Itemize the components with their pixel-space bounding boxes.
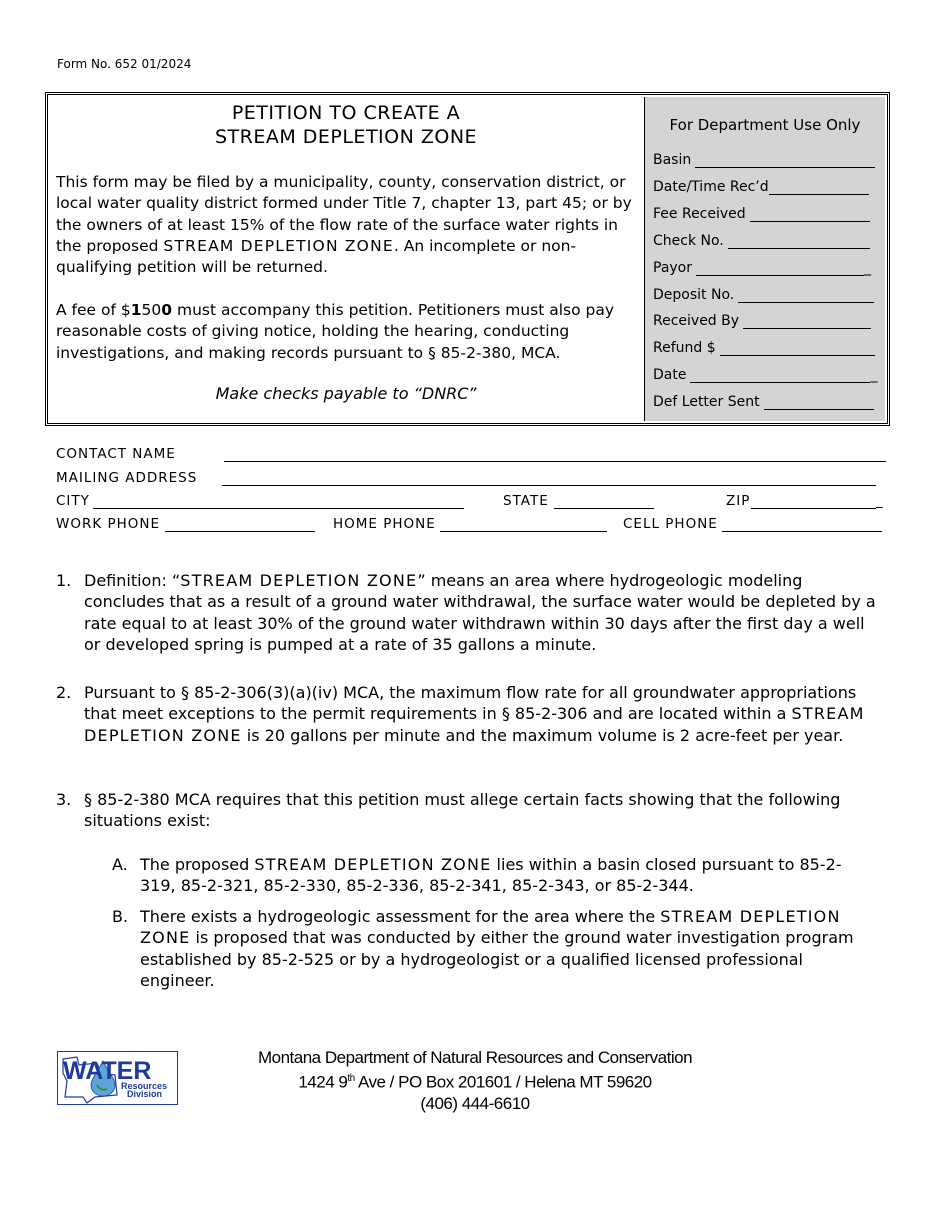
dept-field-label: Date/Time Rec’d bbox=[653, 179, 769, 195]
work-phone-label: WORK PHONE bbox=[56, 516, 161, 532]
agency-name: Montana Department of Natural Resources and Conservation bbox=[257, 1048, 693, 1067]
dept-field-line[interactable] bbox=[750, 207, 870, 222]
dept-field-label: Check No. bbox=[653, 233, 724, 249]
cell-phone-field[interactable] bbox=[722, 531, 882, 532]
fee-amount-part: 50 bbox=[141, 301, 162, 319]
dept-field-line[interactable] bbox=[695, 153, 875, 168]
water-drop-icon bbox=[57, 1051, 179, 1106]
logo-sub-text-2: Division bbox=[127, 1089, 163, 1099]
agency-phone: (406) 444-6610 bbox=[420, 1093, 530, 1113]
department-use-title: For Department Use Only bbox=[669, 116, 861, 134]
petition-intro-panel bbox=[48, 95, 644, 423]
dept-field-label: Fee Received bbox=[653, 206, 746, 222]
dept-field-refund[interactable] bbox=[653, 340, 875, 356]
item-number: 2. bbox=[56, 683, 72, 702]
agency-address: 1424 9th Ave / PO Box 201601 / Helena MT 59620 bbox=[298, 1072, 652, 1092]
dept-field-line[interactable] bbox=[728, 234, 870, 249]
dept-field-line[interactable] bbox=[696, 261, 864, 276]
dept-field-payor[interactable]: Payor _ bbox=[653, 260, 871, 276]
dept-field-line[interactable] bbox=[738, 288, 874, 303]
dept-field-date-time-received[interactable] bbox=[653, 179, 869, 195]
dept-field-label: Def Letter Sent bbox=[653, 394, 760, 410]
logo-main-text: WATER bbox=[63, 1057, 152, 1085]
dept-field-label: Payor bbox=[653, 260, 692, 276]
item-number: 3. bbox=[56, 790, 72, 809]
form-title-line-1: PETITION TO CREATE A bbox=[231, 102, 461, 124]
intro-paragraph-filers bbox=[56, 172, 636, 278]
dept-field-label: Refund $ bbox=[653, 340, 716, 356]
dept-field-line[interactable] bbox=[720, 341, 875, 356]
mailing-address-field[interactable] bbox=[222, 485, 876, 486]
state-label: STATE bbox=[503, 493, 549, 509]
dept-field-fee-received[interactable] bbox=[653, 206, 870, 222]
sub-item-text: The proposed STREAM DEPLETION ZONE lies within a basin closed pursuant to 85-2-319, 85-2-321, 85-2-330, 85-2-336, 85-2-341, 85-2-343, or 85-2-344. bbox=[140, 855, 842, 896]
dept-field-line[interactable] bbox=[769, 180, 869, 195]
dept-field-line[interactable] bbox=[764, 395, 874, 410]
dept-field-received-by[interactable] bbox=[653, 313, 871, 329]
dept-field-basin[interactable] bbox=[653, 152, 875, 168]
dept-field-date[interactable]: Date _ bbox=[653, 367, 878, 383]
dept-field-label: Received By bbox=[653, 313, 740, 329]
contact-name-field[interactable] bbox=[224, 461, 886, 462]
intro-text: . An incomplete or non-qualifying petition will be returned. bbox=[56, 236, 577, 277]
intro-paragraph-fee bbox=[56, 300, 636, 364]
zip-field[interactable] bbox=[751, 508, 876, 509]
water-resources-division-logo bbox=[57, 1051, 179, 1106]
home-phone-field[interactable] bbox=[440, 531, 607, 532]
zip-suffix: _ bbox=[876, 493, 884, 509]
state-field[interactable] bbox=[554, 508, 654, 509]
item-text: Pursuant to § 85-2-306(3)(a)(iv) MCA, the maximum flow rate for all groundwater appropriations that meet exceptions to the permit requirements in § 85-2-306 and are located within a STREAM DEPLETION ZONE is 20 gallons per minute and the maximum volume is 2 acre-feet per year. bbox=[84, 683, 865, 745]
fee-amount-part: 1 bbox=[130, 301, 142, 319]
dept-field-label: Basin bbox=[653, 152, 692, 168]
intro-term: STREAM DEPLETION ZONE bbox=[163, 236, 394, 255]
sub-item-letter: B. bbox=[112, 907, 129, 926]
item-text: Definition: “STREAM DEPLETION ZONE” means an area where hydrogeologic modeling concludes that as a result of a ground water withdrawal, the surface water would be depleted by a rate equal to at least 30% of the ground water withdrawn within 30 days after the first day a well or developed spring is pumped at a rate of 35 gallons a minute. bbox=[84, 571, 876, 655]
item-number: 1. bbox=[56, 571, 72, 590]
dept-field-label: Deposit No. bbox=[653, 287, 735, 303]
cell-phone-label: CELL PHONE bbox=[623, 516, 718, 532]
petition-header-box bbox=[45, 92, 890, 426]
form-number: Form No. 652 01/2024 bbox=[57, 57, 192, 71]
form-title-line-2: STREAM DEPLETION ZONE bbox=[214, 126, 478, 148]
sub-item-letter: A. bbox=[112, 855, 128, 874]
item-text: § 85-2-380 MCA requires that this petition must allege certain facts showing that the following situations exist: bbox=[84, 790, 841, 831]
dept-field-def-letter-sent[interactable] bbox=[653, 394, 874, 410]
fee-text: must accompany this petition. Petitioners must also pay reasonable costs of giving notice, holding the hearing, conducting investigations, and making records pursuant to § 85-2-380, MCA. bbox=[56, 301, 614, 362]
dept-field-deposit-no[interactable] bbox=[653, 287, 874, 303]
logo-sub-text-1: Resources bbox=[121, 1081, 168, 1091]
home-phone-label: HOME PHONE bbox=[333, 516, 436, 532]
fee-text: A fee of $ bbox=[56, 301, 131, 319]
intro-text: This form may be filed by a municipality, county, conservation district, or local water quality district formed under Title 7, chapter 13, part 45; or by the owners of at least 15% of the flow rate of the surface water rights in the proposed bbox=[56, 173, 632, 255]
work-phone-field[interactable] bbox=[165, 531, 315, 532]
department-use-panel bbox=[644, 97, 885, 421]
mailing-address-label: MAILING ADDRESS bbox=[56, 470, 198, 486]
sub-item-text: There exists a hydrogeologic assessment for the area where the STREAM DEPLETION ZONE is proposed that was conducted by either the ground water investigation program established by 85-2-525 or by a hydrogeologist or a qualified licensed professional engineer. bbox=[140, 907, 854, 991]
city-field[interactable] bbox=[93, 508, 464, 509]
checks-payable-note: Make checks payable to “DNRC” bbox=[215, 384, 477, 403]
dept-field-line[interactable] bbox=[743, 314, 871, 329]
agency-footer bbox=[190, 1047, 760, 1114]
dept-field-check-no[interactable] bbox=[653, 233, 870, 249]
city-label: CITY bbox=[56, 493, 90, 509]
dept-field-label: Date bbox=[653, 367, 687, 383]
contact-name-label: CONTACT NAME bbox=[56, 446, 176, 462]
zip-label: ZIP bbox=[726, 493, 751, 509]
fee-amount-part: 0 bbox=[161, 301, 173, 319]
dept-field-line[interactable] bbox=[690, 368, 870, 383]
